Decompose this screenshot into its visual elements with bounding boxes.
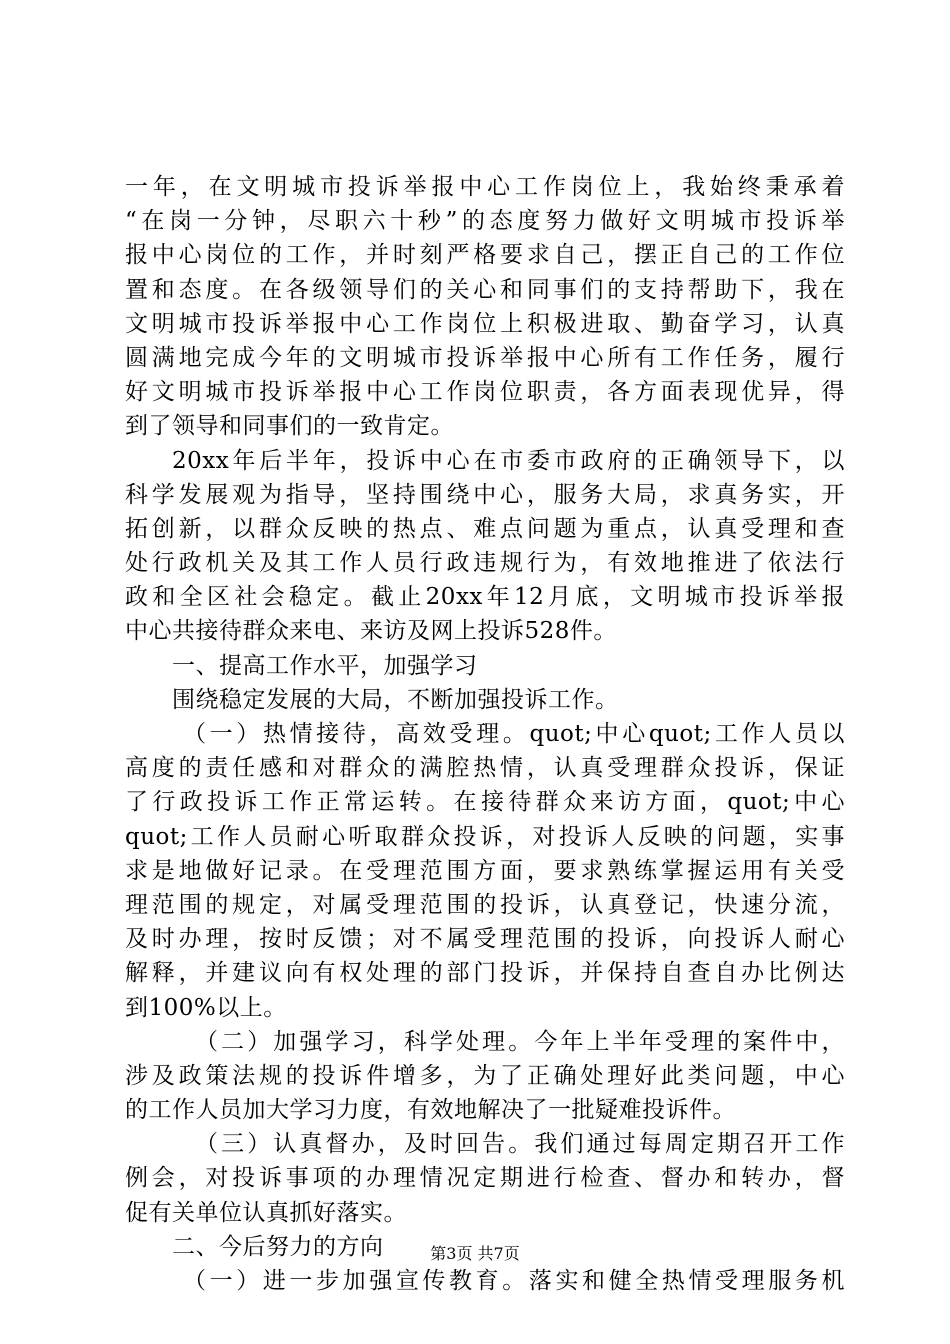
text-line: （一）进一步加强宣传教育。落实和健全热情受理服务机 — [183, 1268, 845, 1294]
document-body — [125, 170, 845, 1298]
text-line: 好文明城市投诉举报中心工作岗位职责，各方面表现优异，得 — [125, 379, 845, 406]
text-line: 科学发展观为指导，坚持围绕中心，服务大局，求真务实，开 — [125, 481, 845, 508]
text-line: 处行政机关及其工作人员行政违规行为，有效地推进了依法行 — [125, 550, 845, 577]
text-line: 圆满地完成今年的文明城市投诉举报中心所有工作任务，履行 — [125, 344, 845, 371]
text-line: 促有关单位认真抓好落实。 — [125, 1199, 407, 1226]
text-line: （二）加强学习，科学处理。今年上半年受理的案件中， — [195, 1028, 845, 1055]
text-line: 例会，对投诉事项的办理情况定期进行检查、督办和转办，督 — [125, 1165, 845, 1192]
text-line: 的工作人员加大学习力度，有效地解决了一批疑难投诉件。 — [125, 1097, 736, 1124]
text-line: 政和全区社会稳定。截止20xx年12月底，文明城市投诉举报 — [125, 584, 845, 611]
text-line: 文明城市投诉举报中心工作岗位上积极进取、勤奋学习，认真 — [125, 310, 845, 337]
text-line: 了行政投诉工作正常运转。在接待群众来访方面，quot;中心 — [125, 789, 845, 816]
text-line: 解释，并建议向有权处理的部门投诉，并保持自查自办比例达 — [125, 960, 845, 987]
text-line: 中心共接待群众来电、来访及网上投诉528件。 — [125, 618, 617, 645]
text-line: 置和态度。在各级领导们的关心和同事们的支持帮助下，我在 — [125, 276, 845, 303]
text-line: 20xx年后半年，投诉中心在市委市政府的正确领导下，以 — [172, 447, 845, 474]
text-line: 一、提高工作水平，加强学习 — [172, 652, 478, 679]
text-line: 涉及政策法规的投诉件增多，为了正确处理好此类问题，中心 — [125, 1062, 845, 1089]
text-line: 围绕稳定发展的大局，不断加强投诉工作。 — [172, 686, 619, 713]
text-line: （三）认真督办，及时回告。我们通过每周定期召开工作 — [195, 1131, 845, 1158]
text-line: 到100%以上。 — [125, 994, 287, 1021]
text-line: “在岗一分钟，尽职六十秒”的态度努力做好文明城市投诉举 — [125, 208, 845, 235]
text-line: （一）热情接待，高效受理。quot;中心quot;工作人员以 — [183, 721, 845, 747]
text-line: 拓创新，以群众反映的热点、难点问题为重点，认真受理和查 — [125, 515, 845, 542]
text-line: 一年，在文明城市投诉举报中心工作岗位上，我始终秉承着 — [125, 174, 845, 200]
text-line: 到了领导和同事们的一致肯定。 — [125, 413, 454, 440]
text-line: 理范围的规定，对属受理范围的投诉，认真登记，快速分流， — [125, 891, 845, 918]
text-line: 高度的责任感和对群众的满腔热情，认真受理群众投诉，保证 — [125, 755, 845, 782]
text-line: quot;工作人员耐心听取群众投诉，对投诉人反映的问题，实事 — [125, 823, 845, 850]
text-line: 报中心岗位的工作，并时刻严格要求自己，摆正自己的工作位 — [125, 242, 845, 269]
text-line: 二、今后努力的方向 — [172, 1233, 384, 1260]
page-footer: 第3页 共7页 — [430, 1244, 520, 1263]
text-line: 及时办理，按时反馈；对不属受理范围的投诉，向投诉人耐心 — [125, 926, 845, 953]
text-line: 求是地做好记录。在受理范围方面，要求熟练掌握运用有关受 — [125, 857, 845, 884]
